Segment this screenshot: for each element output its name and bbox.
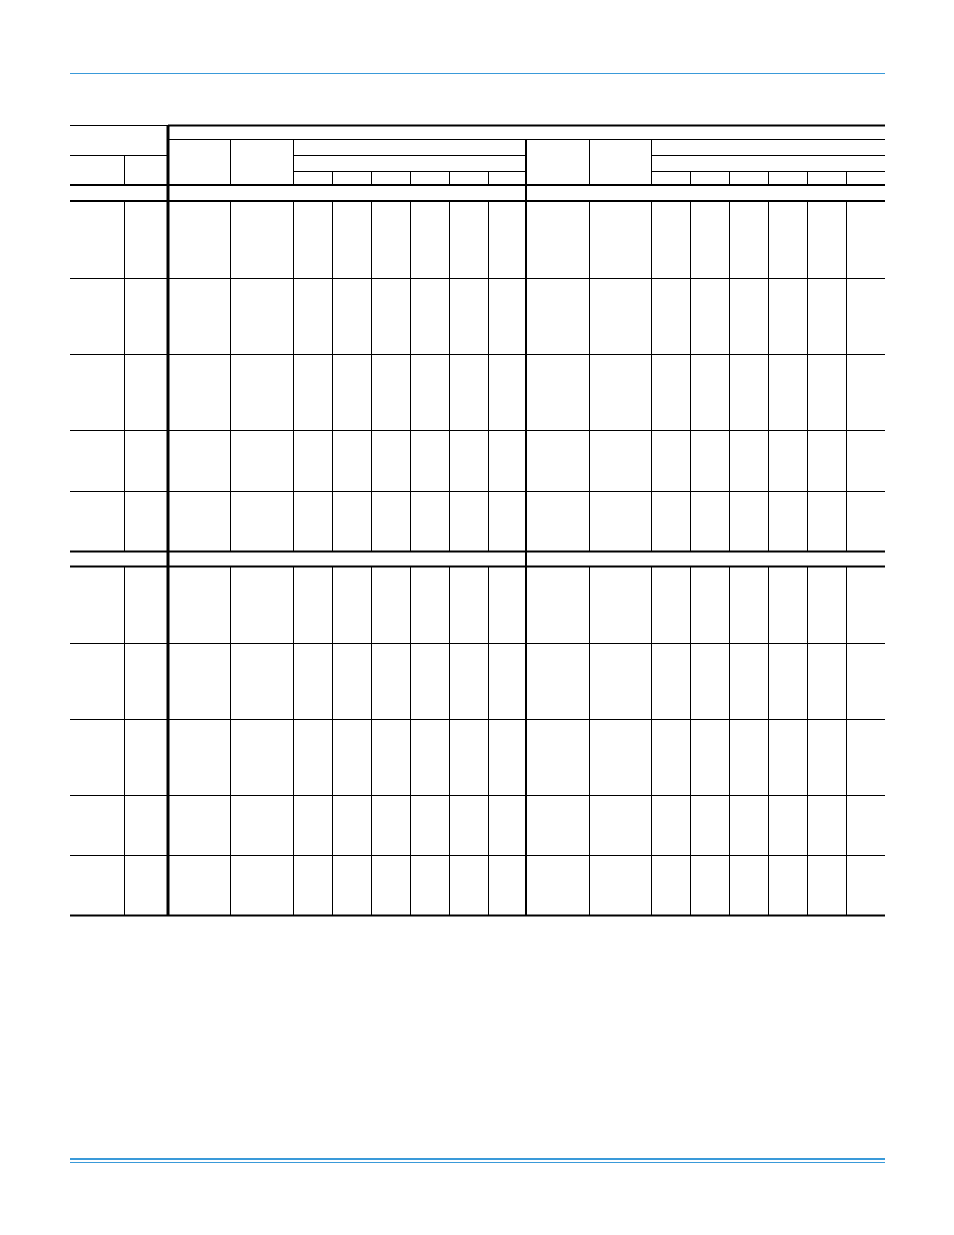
footer-rule-thick bbox=[70, 1158, 885, 1160]
footer-rule-thin bbox=[70, 1162, 885, 1163]
